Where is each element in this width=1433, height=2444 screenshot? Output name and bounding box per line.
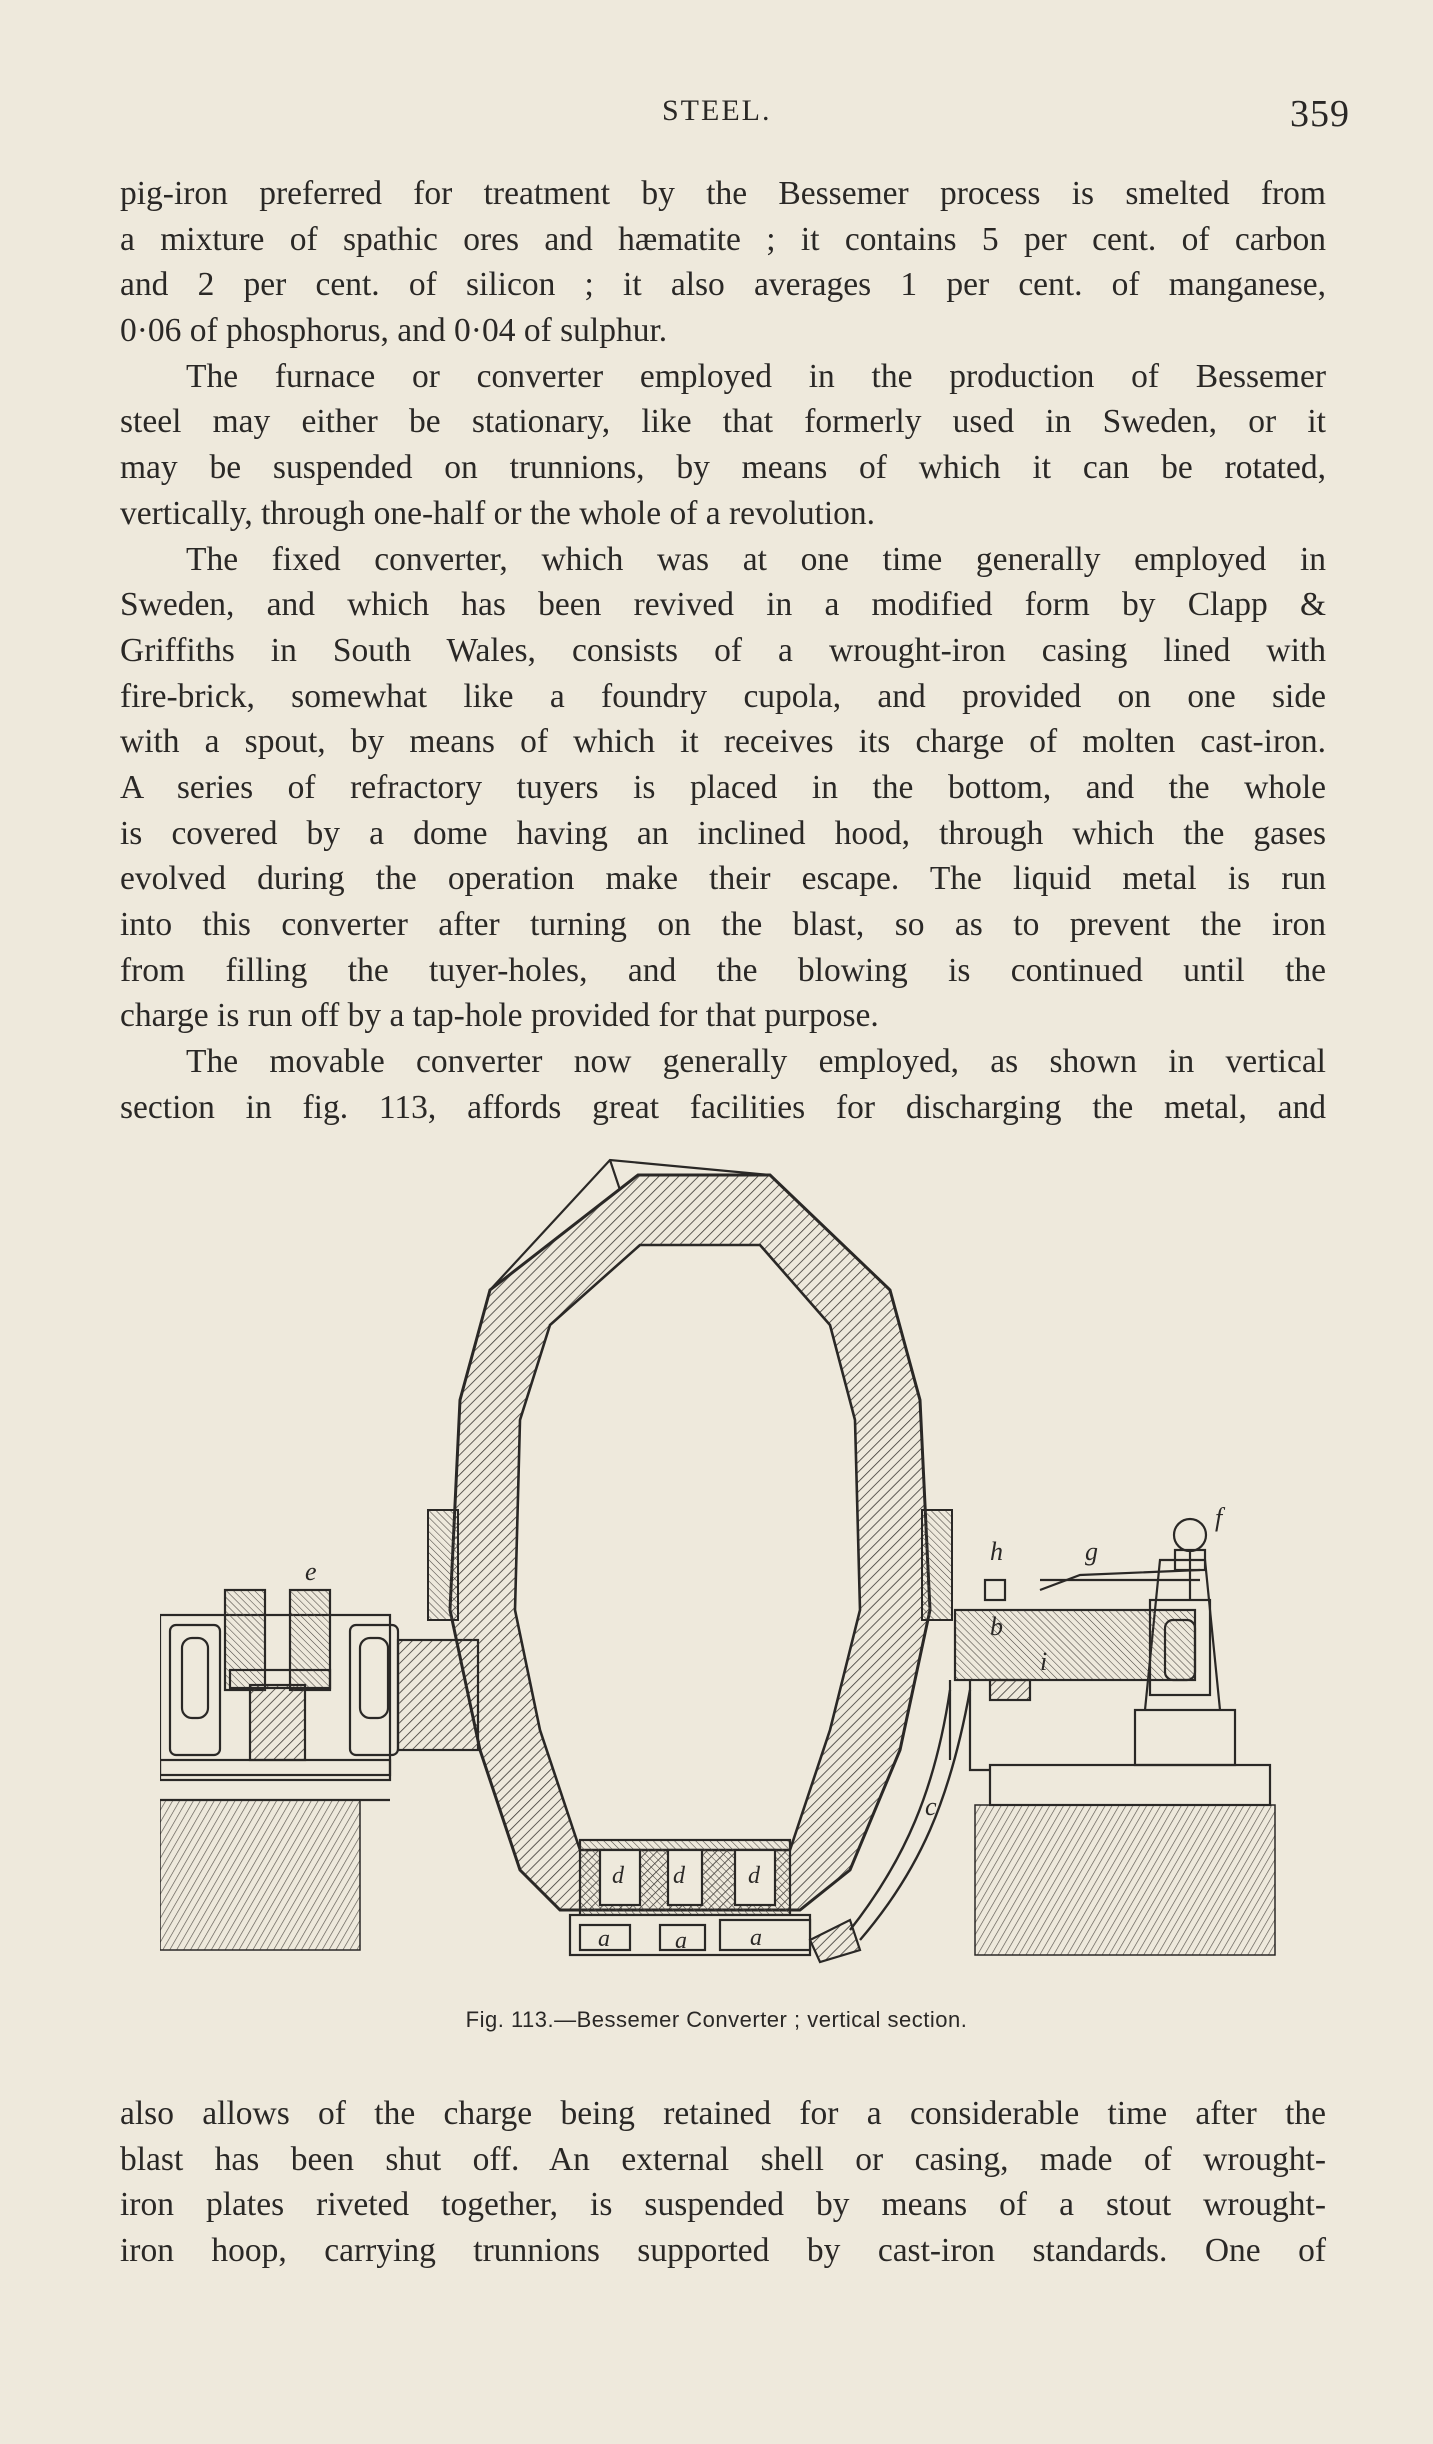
paragraph-4	[120, 1039, 1326, 1130]
page-number: 359	[1290, 93, 1350, 135]
figure-caption: Fig. 113.—Bessemer Converter ; vertical section.	[465, 2007, 968, 2032]
label-a-left: a	[598, 1926, 610, 1952]
text-line: also allows of the charge being retained for a considerable time after the	[120, 2095, 1326, 2132]
label-e: e	[305, 1557, 317, 1586]
text-line: from filling the tuyer-holes, and the blowing is continued until the	[120, 951, 1326, 989]
label-b: b	[990, 1612, 1003, 1641]
text-line: blast has been shut off. An external shell or casing, made of wrought-	[120, 2140, 1326, 2178]
text-line: steel may either be stationary, like that formerly used in Sweden, or it	[120, 403, 1326, 441]
upper-text-block	[120, 171, 1326, 1130]
lower-text-block	[120, 2091, 1326, 2274]
text-line: into this converter after turning on the blast, so as to prevent the iron	[120, 906, 1326, 943]
text-line: vertically, through one-half or the whole of a revolution.	[120, 494, 876, 532]
text-line: section in fig. 113, affords great facilities for discharging the metal, and	[120, 1088, 1326, 1126]
label-g: g	[1085, 1537, 1098, 1566]
text-line: The furnace or converter employed in the production of Bessemer	[186, 357, 1326, 395]
label-d-left: d	[612, 1863, 624, 1889]
label-h: h	[990, 1537, 1003, 1566]
paragraph-3	[120, 537, 1326, 1040]
text-line: with a spout, by means of which it receives its charge of molten cast-iron.	[120, 723, 1326, 761]
label-d-center: d	[673, 1863, 685, 1889]
text-line: The movable converter now generally employed, as shown in vertical	[186, 1043, 1326, 1081]
label-d-right: d	[748, 1863, 760, 1889]
text-line: is covered by a dome having an inclined hood, through which the gases	[120, 814, 1326, 852]
text-line: fire-brick, somewhat like a foundry cupola, and provided on one side	[120, 677, 1326, 715]
text-line: a mixture of spathic ores and hæmatite ; it contains 5 per cent. of carbon	[120, 220, 1326, 258]
text-line: iron hoop, carrying trunnions supported by cast-iron standards. One of	[120, 2232, 1326, 2270]
text-line: may be suspended on trunnions, by means of which it can be rotated,	[120, 449, 1326, 487]
text-line: charge is run off by a tap-hole provided for that purpose.	[120, 997, 879, 1035]
left-foundation	[160, 1800, 360, 1950]
text-line: iron plates riveted together, is suspended by means of a stout wrought-	[120, 2186, 1326, 2224]
text-line: and 2 per cent. of silicon ; it also averages 1 per cent. of manganese,	[120, 266, 1326, 304]
label-i: i	[1040, 1647, 1048, 1676]
paragraph-4-continued	[120, 2091, 1326, 2274]
text-line: The fixed converter, which was at one time generally employed in	[186, 540, 1326, 578]
text-line: Griffiths in South Wales, consists of a wrought-iron casing lined with	[120, 631, 1326, 669]
running-head	[0, 92, 1433, 135]
label-a-center: a	[675, 1928, 687, 1954]
paragraph-1	[120, 171, 1326, 354]
label-c: c	[925, 1792, 937, 1821]
text-line: evolved during the operation make their escape. The liquid metal is run	[120, 860, 1326, 898]
text-line: Sweden, and which has been revived in a modified form by Clapp &	[120, 586, 1326, 624]
bessemer-converter-figure	[160, 1150, 1310, 1970]
left-standard	[160, 1590, 478, 1800]
paragraph-2	[120, 354, 1326, 537]
text-line: pig-iron preferred for treatment by the Bessemer process is smelted from	[120, 175, 1326, 212]
text-line: 0·06 of phosphorus, and 0·04 of sulphur.	[120, 312, 668, 350]
label-a-right: a	[750, 1925, 762, 1951]
running-title: STEEL.	[662, 94, 772, 127]
right-foundation	[975, 1805, 1275, 1955]
converter-shell	[428, 1175, 952, 1910]
label-f: f	[1215, 1503, 1223, 1532]
text-line: A series of refractory tuyers is placed in the bottom, and the whole	[120, 768, 1326, 806]
